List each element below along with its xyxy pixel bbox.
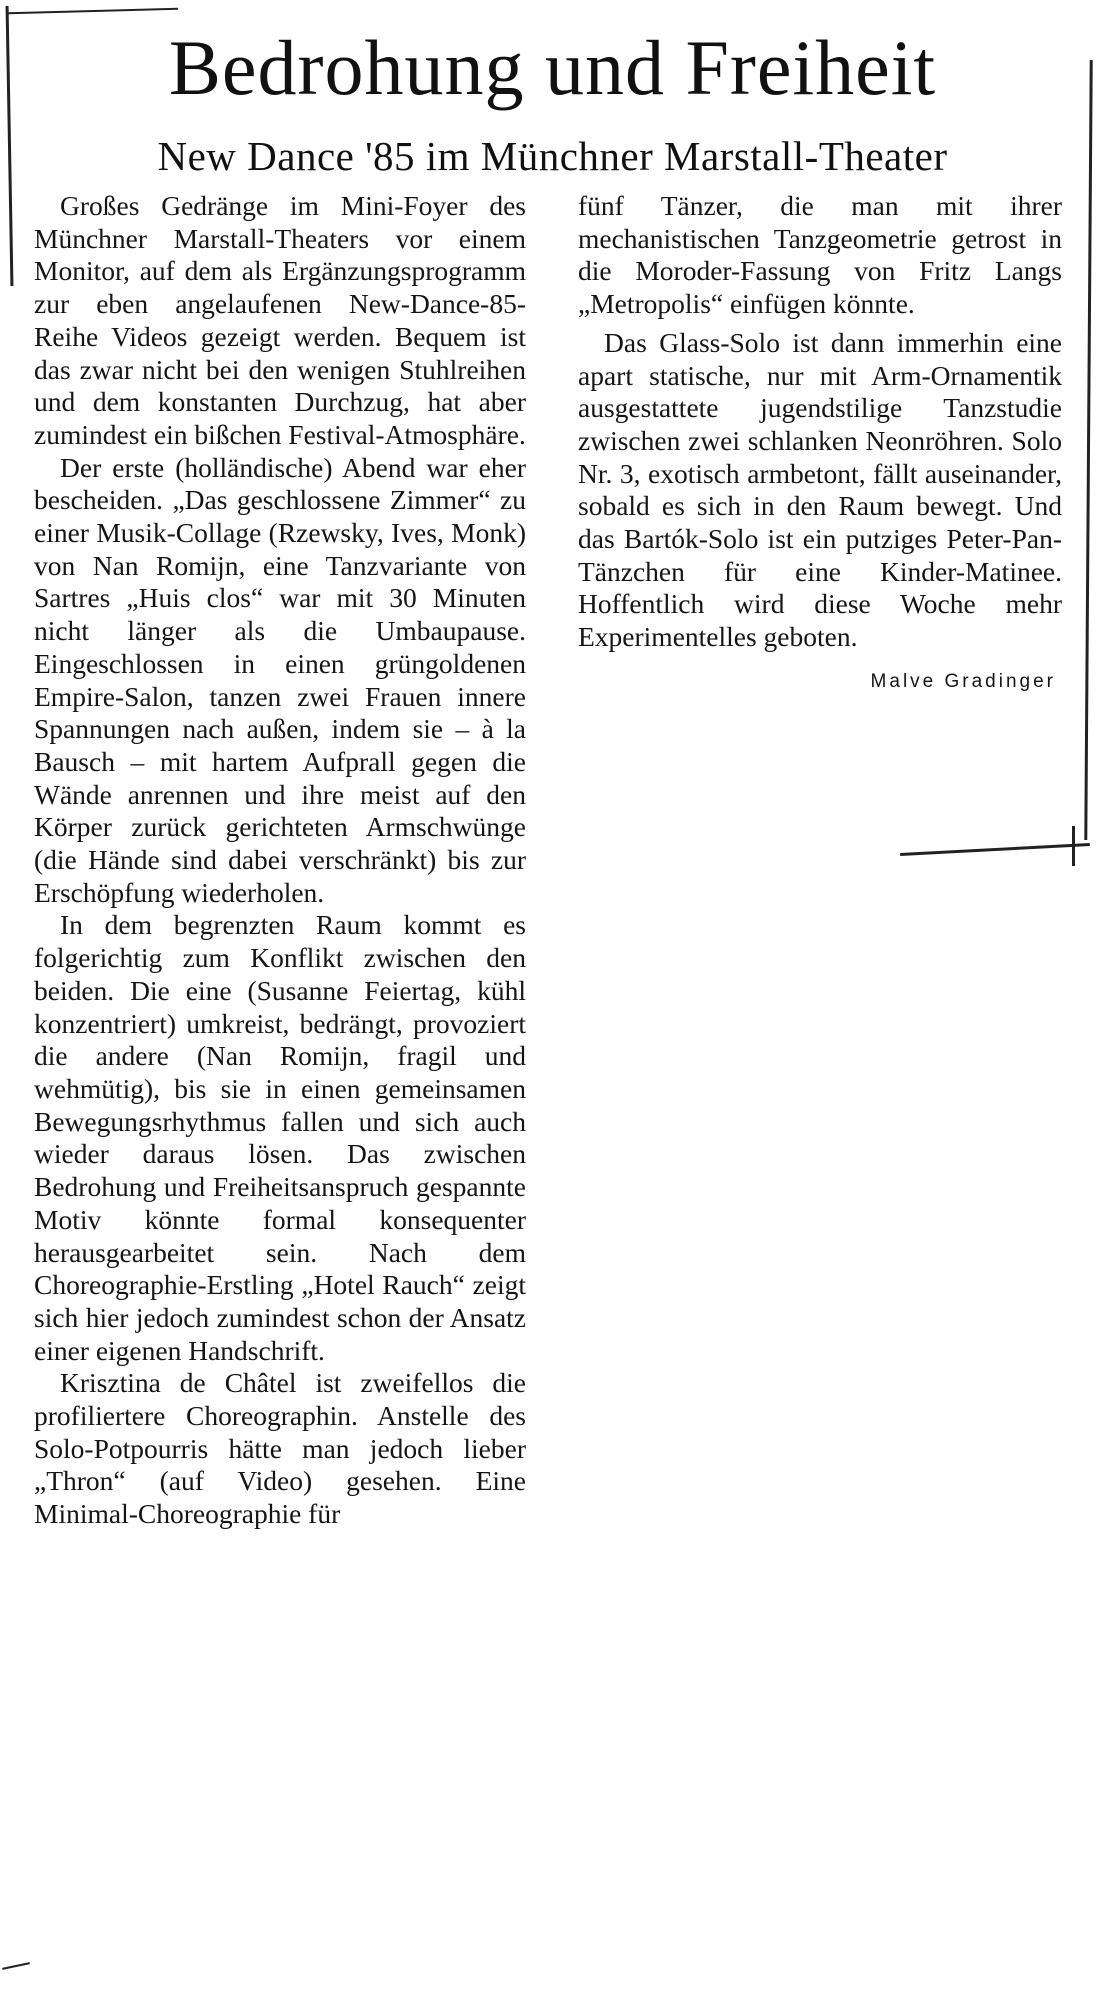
paragraph: In dem begrenzten Raum kommt es folgerichtig zum Konflikt zwischen den beiden. Die eine (Susanne Feiertag, kühl konzentriert) umkreist, bedrängt, provoziert die andere (Nan Romijn, fragil und wehmütig), bis sie in einen gemeinsamen Bewegungsrhythmus fallen und sich auch wieder daraus lösen. Das zwischen Bedrohung und Freiheitsanspruch gespannte Motiv könnte formal konsequenter herausgearbeitet sein. Nach dem Choreographie-Erstling „Hotel Rauch“ zeigt sich hier jedoch zumindest schon der Ansatz einer eigenen Handschrift. — [34, 909, 526, 1366]
bracket-mark — [900, 843, 1090, 856]
bracket-mark — [1072, 826, 1075, 866]
paragraph: Großes Gedränge im Mini-Foyer des Münchner Marstall-Theaters vor einem Monitor, auf dem als Ergänzungsprogramm zur eben angelaufenen New-Dance-85-Reihe Videos gezeigt werden. Bequem ist das zwar nicht bei den wenigen Stuhlreihen und dem konstanten Durchzug, hat aber zumindest ein bißchen Festival-Atmosphäre. — [34, 190, 526, 450]
paragraph: Der erste (holländische) Abend war eher bescheiden. „Das geschlossene Zimmer“ zu einer Musik-Collage (Rzewsky, Ives, Monk) von Nan Romijn, eine Tanzvariante von Sartres „Huis clos“ war mit 30 Minuten nicht länger als die Umbaupause. Eingeschlossen in einen grüngoldenen Empire-Salon, tanzen zwei Frauen innere Spannungen nach außen, indem sie – à la Bausch – mit hartem Aufprall gegen die Wände anrennen und ihre meist auf den Körper zurück gerichteten Armschwünge (die Hände sind dabei verschränkt) bis zur Erschöpfung wiederholen. — [34, 451, 526, 908]
paragraph: fünf Tänzer, die man mit ihrer mechanistischen Tanzgeometrie getrost in die Moroder-Fassung von Fritz Langs „Metropolis“ einfügen könnte. — [578, 190, 1062, 320]
byline: Malve Gradinger — [870, 670, 1056, 692]
bracket-mark — [2, 1962, 30, 1970]
paragraph: Das Glass-Solo ist dann immerhin eine apart statische, nur mit Arm-Ornamentik ausgestattete jugendstilige Tanzstudie zwischen zwei schlanken Neonröhren. Solo Nr. 3, exotisch armbetont, fällt auseinander, sobald es sich in den Raum bewegt. Und das Bartók-Solo ist ein putziges Peter-Pan-Tänzchen für eine Kinder-Matinee. Hoffentlich wird diese Woche mehr Experimentelles geboten. — [578, 326, 1062, 653]
subheadline: New Dance '85 im Münchner Marstall-Theater — [157, 133, 948, 179]
headline: Bedrohung und Freiheit — [168, 24, 937, 111]
bracket-mark — [8, 8, 178, 14]
left-column — [34, 190, 526, 1531]
paragraph: Krisztina de Châtel ist zweifellos die profiliertere Choreographin. Anstelle des Solo-Potpourris hätte man jedoch lieber „Thron“ (auf Video) gesehen. Eine Minimal-Choreographie für — [34, 1367, 526, 1530]
right-column — [578, 190, 1062, 699]
